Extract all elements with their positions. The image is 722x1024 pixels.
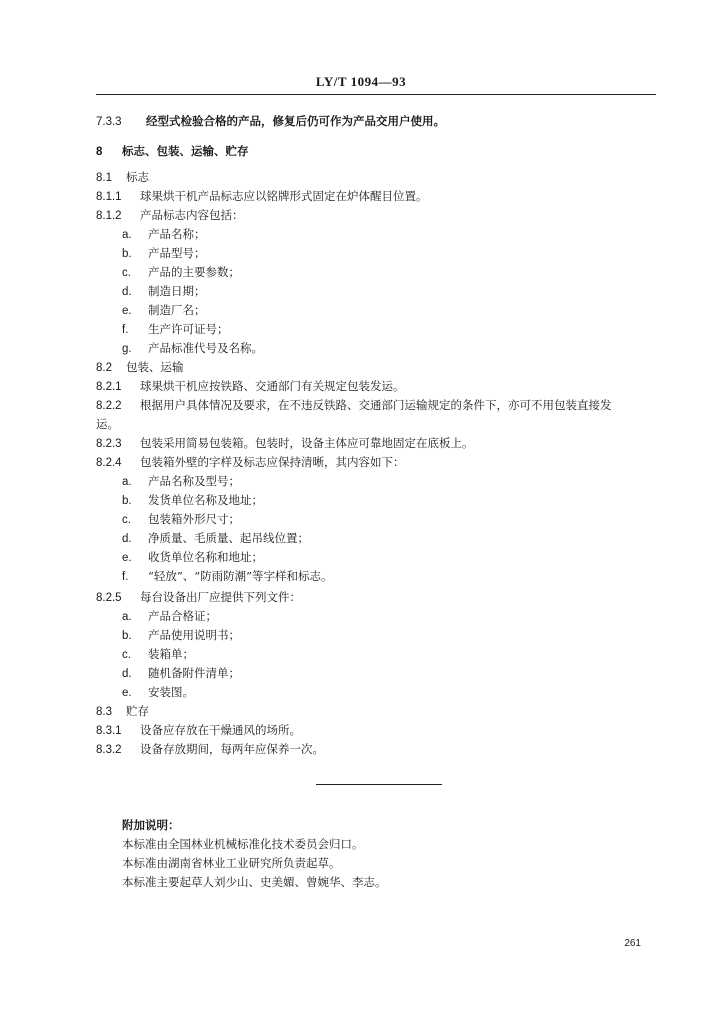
clause-8-2-2	[96, 398, 612, 413]
list-item	[122, 474, 240, 489]
list-text: 产品名称及型号；	[148, 474, 240, 488]
list-text: 净质量、毛质量、起吊线位置；	[148, 531, 309, 545]
clause-8-2-5	[96, 590, 301, 605]
list-letter: d.	[122, 668, 132, 680]
list-letter: e.	[122, 687, 132, 699]
list-letter: b.	[122, 495, 132, 507]
clause-text: 包装采用简易包装箱。包装时，设备主体应可靠地固定在底板上。	[140, 436, 474, 450]
clause-8-2-3	[96, 436, 474, 451]
clause-8-1-2	[96, 208, 244, 223]
list-text: 生产许可证号；	[148, 322, 229, 336]
list-letter: f.	[122, 324, 129, 336]
clause-8-2-1	[96, 379, 405, 394]
list-text: 产品型号；	[148, 246, 206, 260]
list-item	[122, 303, 206, 318]
list-text: 产品的主要参数；	[148, 265, 240, 279]
list-item	[122, 609, 217, 624]
clause-text: 根据用户具体情况及要求，在不违反铁路、交通部门运输规定的条件下，亦可不用包装直接发	[140, 398, 612, 412]
list-item	[122, 227, 206, 242]
list-letter: c.	[122, 267, 131, 279]
list-letter: g.	[122, 343, 132, 355]
list-text: 产品标准代号及名称。	[148, 341, 263, 355]
list-letter: b.	[122, 630, 132, 642]
clause-text: 设备存放期间，每两年应保养一次。	[140, 742, 324, 756]
list-text: 制造日期；	[148, 284, 206, 298]
list-item	[122, 512, 240, 527]
section-8-heading	[96, 144, 249, 159]
clause-text: 设备应存放在干燥通风的场所。	[140, 723, 301, 737]
list-item	[122, 531, 309, 546]
list-letter: c.	[122, 514, 131, 526]
list-text: 随机备附件清单；	[148, 666, 240, 680]
clause-number: 8.3.2	[96, 744, 122, 756]
list-letter: d.	[122, 286, 132, 298]
appendix-line: 本标准由湖南省林业工业研究所负责起草。	[122, 856, 341, 870]
list-item	[122, 647, 194, 662]
list-letter: a.	[122, 229, 132, 241]
list-letter: d.	[122, 533, 132, 545]
list-item	[122, 284, 206, 299]
appendix-title: 附加说明：	[122, 818, 180, 832]
clause-number: 8.2.3	[96, 438, 122, 450]
list-text: 制造厂名；	[148, 303, 206, 317]
clause-text: 包装箱外壁的字样及标志应保持清晰，其内容如下：	[140, 455, 405, 469]
clause-number: 8.1.1	[96, 191, 122, 203]
clause-8-2-2-continuation: 运。	[96, 417, 119, 431]
clause-text: 经型式检验合格的产品，修复后仍可作为产品交用户使用。	[146, 114, 445, 128]
clause-8-1-1	[96, 189, 428, 204]
header-code: LY/T 1094—93	[315, 74, 407, 89]
section-8-2-heading	[96, 360, 184, 375]
section-number: 8	[96, 146, 103, 158]
list-item	[122, 341, 263, 356]
list-letter: a.	[122, 611, 132, 623]
list-item	[122, 322, 229, 337]
list-text: 发货单位名称及地址；	[148, 493, 263, 507]
list-item	[122, 550, 263, 565]
appendix-line: 本标准由全国林业机械标准化技术委员会归口。	[122, 837, 364, 851]
clause-text: 每台设备出厂应提供下列文件：	[140, 590, 301, 604]
list-letter: c.	[122, 649, 131, 661]
clause-number: 8.2.5	[96, 592, 122, 604]
section-8-3-heading	[96, 704, 149, 719]
section-title: 贮存	[126, 704, 149, 718]
header-rule	[96, 94, 656, 95]
list-item	[122, 666, 240, 681]
list-item	[122, 493, 263, 508]
section-title: 标志、包装、运输、贮存	[122, 144, 249, 158]
end-of-standard-rule	[316, 784, 442, 785]
clause-7-3-3	[96, 114, 445, 129]
clause-number: 8.2.2	[96, 400, 122, 412]
clause-number: 7.3.3	[96, 116, 122, 128]
clause-number: 8.2.4	[96, 457, 122, 469]
list-text: 收货单位名称和地址；	[148, 550, 263, 564]
section-number: 8.3	[96, 706, 112, 718]
list-text: “轻放”、“防雨防潮”等字样和标志。	[148, 569, 333, 583]
list-text: 产品合格证；	[148, 609, 217, 623]
list-text: 装箱单；	[148, 647, 194, 661]
list-letter: a.	[122, 476, 132, 488]
clause-text: 球果烘干机应按铁路、交通部门有关规定包装发运。	[140, 379, 405, 393]
list-text: 产品名称；	[148, 227, 206, 241]
list-item	[122, 685, 194, 700]
list-text: 包装箱外形尺寸；	[148, 512, 240, 526]
list-text: 安装图。	[148, 685, 194, 699]
page-number: 261	[624, 938, 641, 949]
clause-8-2-4	[96, 455, 405, 470]
list-item	[122, 628, 240, 643]
section-number: 8.2	[96, 362, 112, 374]
clause-number: 8.3.1	[96, 725, 122, 737]
clause-number: 8.2.1	[96, 381, 122, 393]
list-letter: e.	[122, 305, 132, 317]
section-number: 8.1	[96, 172, 112, 184]
clause-8-3-1	[96, 723, 301, 738]
appendix-line: 本标准主要起草人刘少山、史美媚、曾婉华、李志。	[122, 875, 387, 889]
list-item	[122, 246, 206, 261]
clause-number: 8.1.2	[96, 210, 122, 222]
list-item	[122, 265, 240, 280]
section-title: 标志	[126, 170, 149, 184]
clause-text: 产品标志内容包括：	[140, 208, 244, 222]
clause-8-3-2	[96, 742, 324, 757]
list-letter: f.	[122, 571, 129, 583]
list-letter: e.	[122, 552, 132, 564]
list-item	[122, 569, 333, 584]
section-title: 包装、运输	[126, 360, 184, 374]
list-text: 产品使用说明书；	[148, 628, 240, 642]
section-8-1-heading	[96, 170, 149, 185]
list-letter: b.	[122, 248, 132, 260]
clause-text: 球果烘干机产品标志应以铭牌形式固定在炉体醒目位置。	[140, 189, 428, 203]
